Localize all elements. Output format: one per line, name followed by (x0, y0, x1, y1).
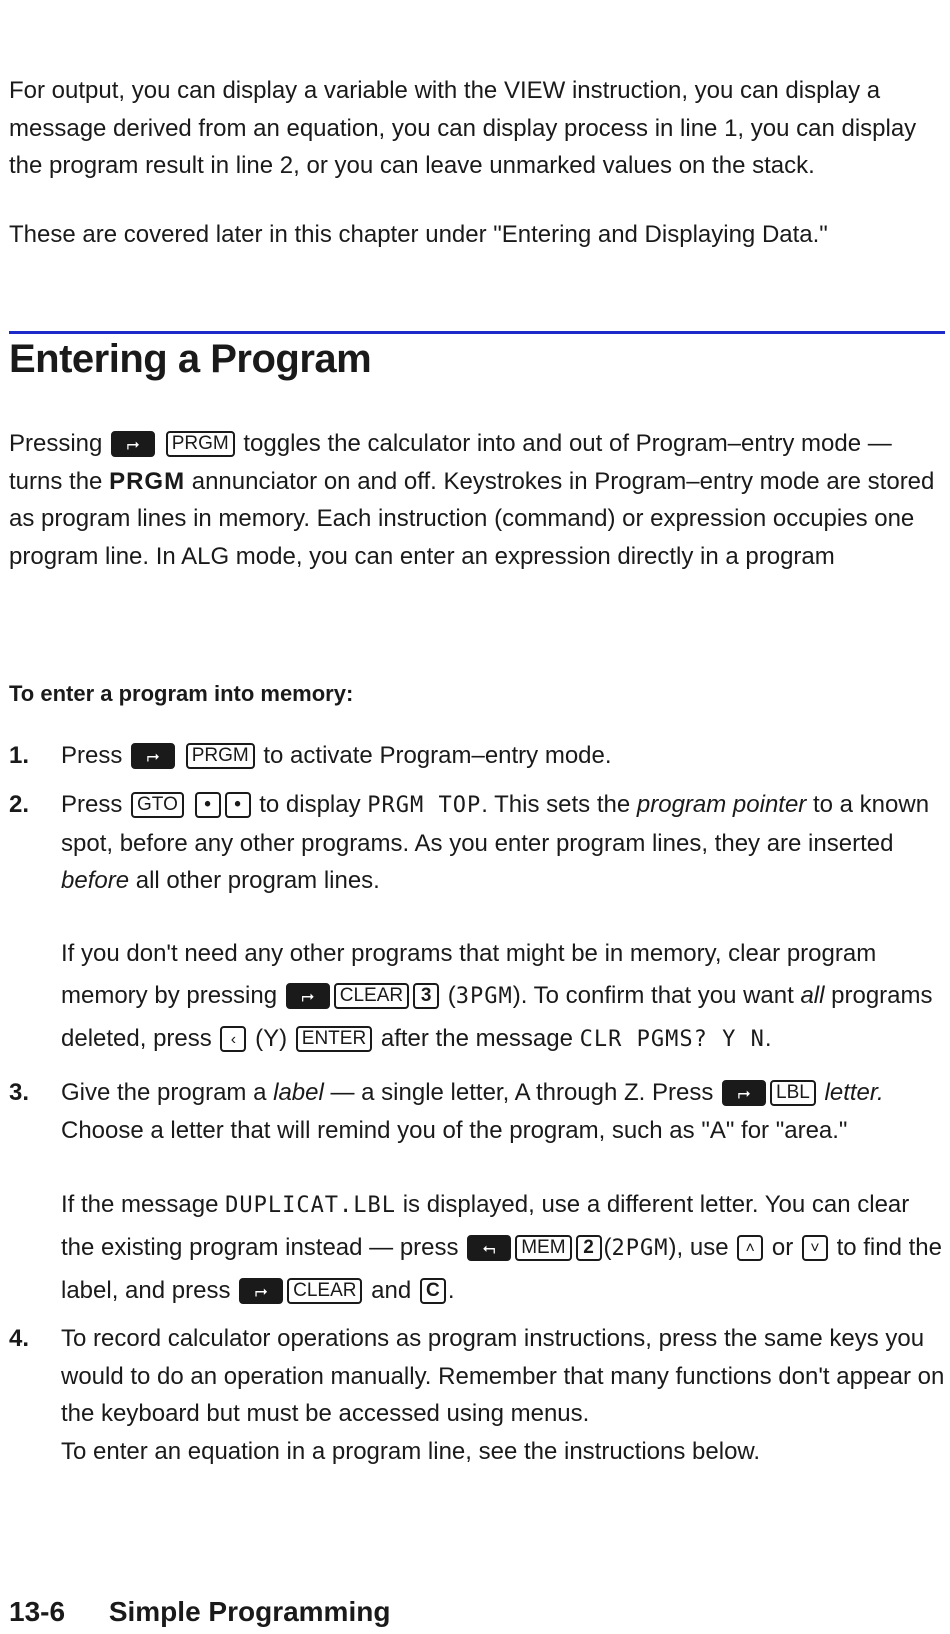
down-arrow-key-icon: ˅ (802, 1235, 828, 1261)
procedure-heading: To enter a program into memory: (9, 681, 354, 706)
step-3-b-text-3: ), use (668, 1234, 729, 1261)
all-term: all (800, 982, 825, 1009)
lcd-prgm-top: PRGM TOP (367, 793, 482, 818)
right-shift-key-icon: ⮣ (286, 983, 330, 1009)
step-3-text-1: Give the program a (61, 1079, 267, 1106)
three-key: 3 (413, 983, 439, 1009)
step-2-clear-memory (61, 933, 945, 1061)
two-key: 2 (576, 1235, 602, 1261)
lcd-2pgm: 2PGM (611, 1236, 669, 1261)
step-3 (61, 1074, 945, 1149)
step-3-b-text-1: If the message (61, 1191, 219, 1218)
lcd-clr-pgms: CLR PGMS? Y N (579, 1027, 765, 1052)
step-2 (61, 786, 945, 900)
step-4-text-1: To record calculator operations as program instructions, press the same keys you would to do an operation manually. Remember that many functions don't appear on the keyboard but must be accessed using menus. (61, 1325, 945, 1427)
prgm-key: PRGM (186, 743, 255, 769)
clear-key: CLEAR (334, 983, 409, 1009)
right-shift-key-icon: ⮣ (111, 431, 155, 457)
step-2-b-text-1: If you don't need any other programs that might be in memory, clear program memory by pressing (61, 940, 877, 1009)
period: . (447, 1277, 455, 1304)
para-text-3: annunciator on and off. Keystrokes in Program–entry mode are stored as program lines in memory. Each instruction (command) or expression occupies one program line. In ALG mode, you can enter an expression directly in a program (9, 467, 935, 570)
step-4-text-2: To enter an equation in a program line, see the instructions below. (61, 1437, 761, 1465)
lcd-3pgm: 3PGM (455, 984, 513, 1009)
label-term: label (273, 1079, 324, 1106)
left-shift-key-icon: ⮢ (467, 1235, 511, 1261)
paren-open: ( (603, 1234, 612, 1261)
section-divider (9, 331, 945, 334)
paren-open: ( (447, 982, 456, 1009)
step-3-b-text-4: or (771, 1234, 794, 1261)
y-label: (Y) (255, 1025, 288, 1052)
chapter-title: Simple Programming (108, 1596, 391, 1627)
step-3-duplicate (61, 1184, 945, 1312)
c-key: C (420, 1278, 446, 1304)
step-3-b-text-6: and (371, 1277, 412, 1304)
step-1-text-1: Press (61, 742, 123, 769)
para-text-1: Pressing (9, 430, 103, 457)
step-2-text-1: Press (61, 791, 123, 818)
left-arrow-key-icon: ‹ (220, 1026, 246, 1052)
step-1 (61, 737, 945, 775)
step-1-number: 1. (9, 742, 30, 769)
gto-key: GTO (131, 792, 184, 818)
lcd-duplicat-lbl: DUPLICAT.LBL (225, 1193, 397, 1218)
para-text-2: toggles the calculator into and out of Program–entry mode — turns the (9, 430, 892, 495)
right-shift-key-icon: ⮣ (239, 1278, 283, 1304)
mem-key: MEM (515, 1235, 571, 1261)
section-title: Entering a Program (9, 337, 372, 381)
page-footer (9, 1596, 390, 1628)
enter-key: ENTER (296, 1026, 372, 1052)
step-2-number: 2. (9, 791, 30, 818)
intro-paragraph-output: For output, you can display a variable with the VIEW instruction, you can display a message derived from an equation, you can display process in line 1, you can display the program result in line 2, or you can leave unmarked values on the stack. (9, 77, 917, 179)
step-4-number: 4. (9, 1325, 30, 1352)
up-arrow-key-icon: ˄ (737, 1235, 763, 1261)
step-3-number: 3. (9, 1079, 30, 1106)
right-shift-key-icon: ⮣ (131, 743, 175, 769)
letter-term: letter. (824, 1079, 884, 1106)
step-2-b-text-3: programs deleted, press (61, 982, 933, 1052)
program-pointer-term: program pointer (636, 791, 807, 818)
prgm-annunciator: PRGM (109, 467, 186, 495)
step-3-text-2: — a single letter, A through Z. Press (330, 1079, 714, 1106)
step-4 (61, 1320, 945, 1470)
period: . (764, 1025, 772, 1052)
page-number: 13-6 (9, 1596, 66, 1627)
intro-paragraph-covered: These are covered later in this chapter under "Entering and Displaying Data." (9, 221, 828, 248)
right-shift-key-icon: ⮣ (722, 1080, 766, 1106)
prgm-key: PRGM (166, 431, 235, 457)
section-paragraph (9, 425, 945, 575)
step-2-b-text-2: ). To confirm that you want (512, 982, 794, 1009)
step-1-text-2: to activate Program–entry mode. (263, 742, 612, 769)
step-2-text-3: . This sets the (481, 791, 631, 818)
step-3-text-3: Choose a letter that will remind you of the program, such as "A" for "area." (61, 1116, 848, 1144)
step-2-b-text-4: after the message (380, 1025, 573, 1052)
dot-key: • (225, 792, 251, 818)
step-2-text-2: to display (259, 791, 361, 818)
step-2-text-5: all other program lines. (135, 867, 380, 894)
before-term: before (61, 867, 130, 894)
clear-key: CLEAR (287, 1278, 362, 1304)
dot-key: • (195, 792, 221, 818)
step-2-text-4: to a known spot, before any other programs. As you enter program lines, they are inserted (61, 791, 930, 857)
step-3-b-text-2: is displayed, use a different letter. You can clear the existing program instead — press (61, 1191, 910, 1261)
lbl-key: LBL (770, 1080, 816, 1106)
step-3-b-text-5: to find the label, and press (61, 1234, 942, 1304)
